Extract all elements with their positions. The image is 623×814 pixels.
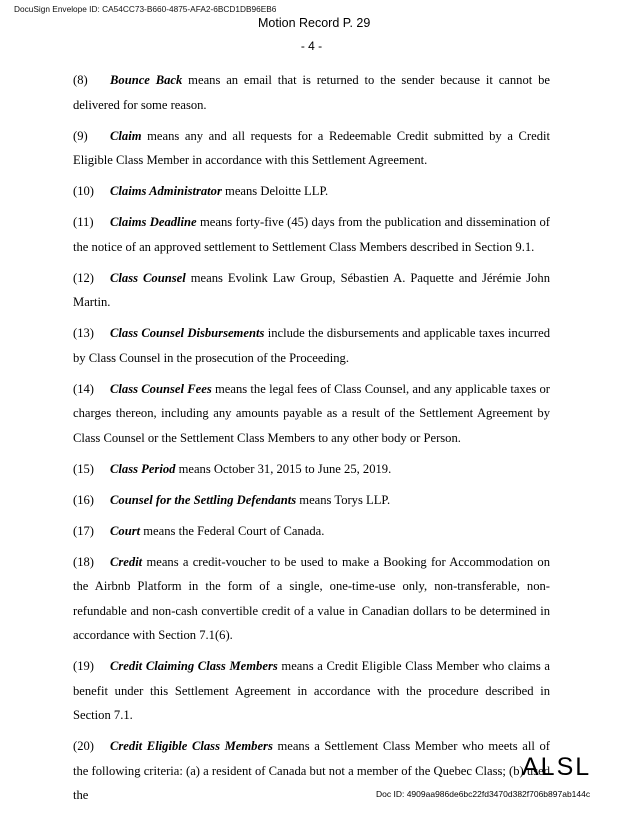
paragraph-number: (8): [73, 73, 88, 87]
envelope-id: DocuSign Envelope ID: CA54CC73-B660-4875-AFA2-6BCD1DB96EB6: [14, 4, 277, 14]
paragraph-number: (16): [73, 492, 94, 507]
definition-paragraph: [73, 457, 550, 482]
defined-term: Bounce Back: [110, 73, 183, 87]
definition-text: means the legal fees of Class Counsel, and any applicable taxes or charges thereon, including any amounts payable as a result of the Settlement Agreement by Class Counsel or the Settlement Class Members to any other body or Person.: [73, 381, 550, 445]
defined-term: Credit Eligible Class Members: [110, 739, 273, 753]
definition-text: means October 31, 2015 to June 25, 2019.: [175, 461, 392, 476]
definition-text: means any and all requests for a Redeemable Credit submitted by a Credit Eligible Class Member in accordance with this Settlement Agreement.: [73, 128, 550, 167]
definition-paragraph: [73, 124, 550, 173]
paragraph-number: (12): [73, 270, 94, 285]
paragraph-number: (14): [73, 381, 94, 396]
definition-paragraph: [73, 179, 550, 204]
defined-term: Credit Claiming Class Members: [110, 659, 278, 673]
definition-paragraph: [73, 68, 550, 117]
definition-text: means an email that is returned to the sender because it cannot be delivered for some reason.: [73, 73, 550, 112]
defined-term: Court: [110, 523, 141, 538]
motion-record-label: Motion Record P. 29: [258, 16, 371, 30]
definition-text: means Evolink Law Group, Sébastien A. Paquette and Jérémie John Martin.: [73, 270, 550, 309]
defined-term: Class Counsel Disbursements: [110, 326, 265, 340]
definition-paragraph: [73, 266, 550, 315]
definition-text: means Deloitte LLP.: [221, 184, 329, 198]
paragraph-number: (9): [73, 128, 88, 143]
defined-term: Claims Deadline: [110, 215, 197, 229]
defined-term: Class Counsel: [110, 270, 186, 285]
page-number: - 4 -: [300, 39, 323, 53]
paragraph-number: (18): [73, 554, 94, 569]
definition-text: means the Federal Court of Canada.: [140, 523, 325, 538]
definition-text: include the disbursements and applicable taxes incurred by Class Counsel in the prosecution of the Proceeding.: [73, 326, 551, 365]
definition-paragraph: [73, 210, 550, 259]
document-body: [73, 68, 550, 814]
definition-text: means forty-five (45) days from the publication and dissemination of the notice of an approved settlement to Settlement Class Members described in Section 9.1.: [73, 215, 550, 254]
defined-term: Class Counsel Fees: [110, 381, 212, 396]
paragraph-number: (13): [73, 326, 94, 340]
definition-paragraph: [73, 377, 550, 451]
paragraph-number: (20): [73, 739, 94, 753]
definition-paragraph: [73, 488, 550, 513]
definition-paragraph: [73, 654, 550, 728]
definition-paragraph: [73, 321, 550, 370]
definition-text: means a Credit Eligible Class Member who claims a benefit under this Settlement Agreement in accordance with the procedure described in Section 7.1.: [73, 659, 550, 722]
defined-term: Class Period: [110, 461, 176, 476]
paragraph-number: (17): [73, 523, 94, 538]
definition-paragraph: [73, 550, 550, 648]
defined-term: Claims Administrator: [110, 184, 222, 198]
paragraph-number: (19): [73, 659, 94, 673]
defined-term: Counsel for the Settling Defendants: [110, 492, 297, 507]
signature-initials: ALSL: [522, 753, 592, 781]
defined-term: Credit: [110, 554, 143, 569]
paragraph-number: (15): [73, 461, 94, 476]
paragraph-number: (11): [73, 215, 94, 229]
defined-term: Claim: [110, 128, 142, 143]
definition-paragraph: [73, 519, 550, 544]
definition-text: means a credit-voucher to be used to make a Booking for Accommodation on the Airbnb Platform in the form of a single, one-time-use only, non-transferable, non-refundable and non-cash convertible credit of a value in Canadian dollars to be determined in accordance with Section 7.1(6).: [73, 554, 550, 642]
definition-text: means Torys LLP.: [296, 492, 391, 507]
definition-text: means a Settlement Class Member who meets all of the following criteria: (a) a resident of Canada but not a member of the Quebec Class; (b) used the: [73, 739, 550, 802]
doc-id: Doc ID: 4909aa986de6bc22fd3470d382f706b897ab144c: [376, 789, 591, 799]
paragraph-number: (10): [73, 184, 94, 198]
